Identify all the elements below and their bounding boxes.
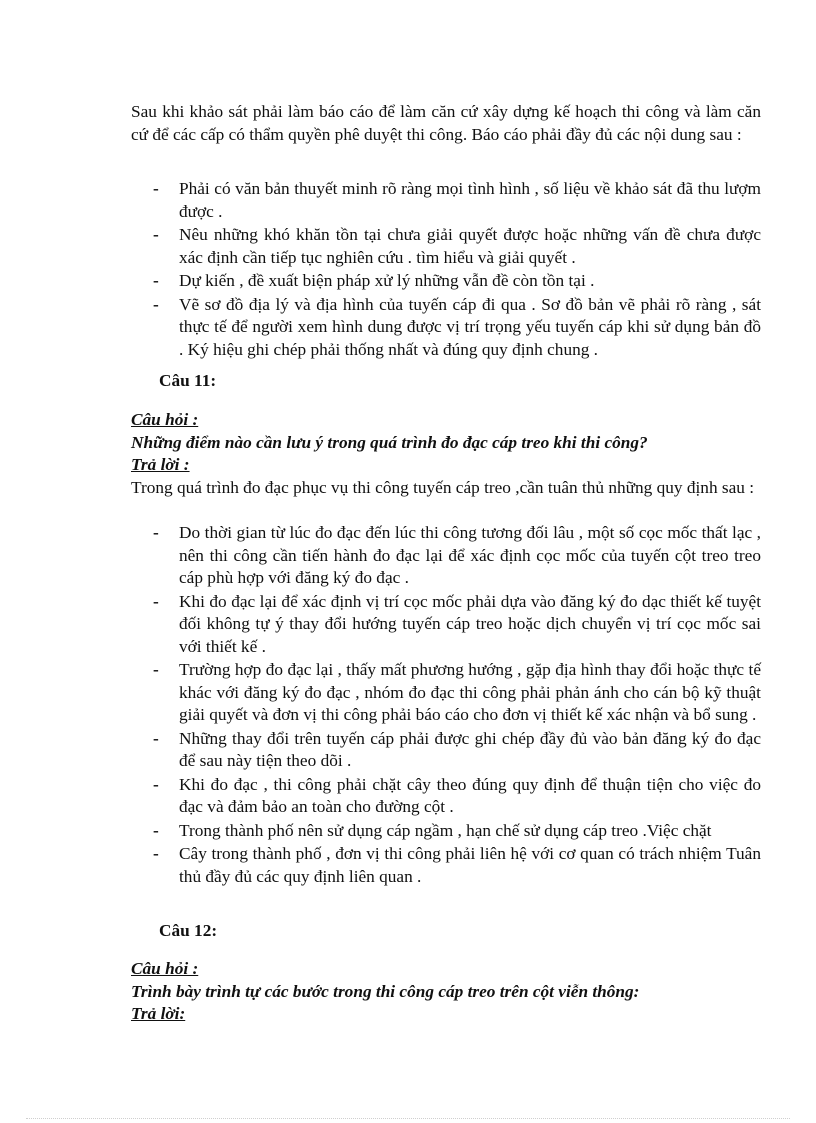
bullet-dash: - <box>153 294 159 314</box>
list-item: - Những thay đổi trên tuyến cáp phải được ghi chép đầy đủ vào bản đăng ký đo đạc để sau này tiện theo dõi . <box>153 728 761 770</box>
question-label: Câu hỏi : <box>131 959 199 978</box>
list-item: - Cây trong thành phố , đơn vị thi công phải liên hệ với cơ quan có trách nhiệm Tuân thủ đầy đủ các quy định liên quan . <box>153 844 761 886</box>
intro-paragraph: Sau khi khảo sát phải làm báo cáo để làm căn cứ xây dựng kế hoạch thi công và làm căn cứ để các cấp có thẩm quyền phê duyệt thi công. Báo cáo phải đầy đủ các nội dung sau : <box>131 102 761 144</box>
list-item: - Dự kiến , đề xuất biện pháp xử lý những vẫn đề còn tồn tại . <box>131 270 761 293</box>
page-bottom-divider <box>26 1118 790 1119</box>
bullet-dash: - <box>153 660 159 679</box>
question-text: Trình bày trình tự các bước trong thi công cáp treo trên cột viễn thông: <box>131 981 640 1001</box>
list-item: - Khi đo đạc , thi công phải chặt cây theo đúng quy định để thuận tiện cho việc đo đạc và đảm bảo an toàn cho đường cột . <box>153 774 761 816</box>
bullet-dash: - <box>153 179 159 198</box>
list-item: - Khi đo đạc lại để xác định vị trí cọc mốc phải dựa vào đăng ký đo dạc thiết kế tuyệt đối không tự ý thay đổi hướng tuyến cáp treo hoặc dịch chuyển vị trí cọc mốc sai với thiết kế . <box>153 591 761 656</box>
survey-rules-list <box>131 522 761 889</box>
list-item: - Phải có văn bản thuyết minh rõ ràng mọi tình hình , số liệu về khảo sát đã thu lượm được . <box>153 179 761 221</box>
question-11-block <box>131 409 771 477</box>
bullet-dash: - <box>153 820 159 840</box>
bullet-dash: - <box>153 271 159 290</box>
question-11-heading: Câu 11: <box>159 371 217 390</box>
question-12-block <box>131 958 771 1026</box>
question-12-heading: Câu 12: <box>159 921 218 940</box>
answer-label: Trả lời : <box>131 455 190 474</box>
list-item: - Nêu những khó khăn tồn tại chưa giải quyết được hoặc những vấn đề chưa được xác định cần tiếp tục nghiên cứu . tìm hiểu và giải quyết . <box>153 225 761 267</box>
bullet-dash: - <box>153 774 159 794</box>
list-item: - Do thời gian từ lúc đo đạc đến lúc thi công tương đối lâu , một số cọc mốc thất lạc , nên thi công cần tiến hành đo đạc lại để xác định cọc mốc của tuyến cột treo treo cáp phù hợp với đăng ký đo đạc . <box>153 523 761 587</box>
report-requirements-list <box>131 178 761 362</box>
bullet-dash: - <box>153 225 159 244</box>
bullet-dash: - <box>153 591 159 611</box>
bullet-dash: - <box>153 728 159 748</box>
list-item: - Trong thành phố nên sử dụng cáp ngầm , hạn chế sử dụng cáp treo .Việc chặt <box>131 820 761 843</box>
list-item: - Vẽ sơ đồ địa lý và địa hình của tuyến cáp đi qua . Sơ đồ bản vẽ phải rõ ràng , sát thực tế để người xem hình dung được vị trí trọng yếu tuyến cáp khi sử dụng bản đồ . Ký hiệu ghi chép phải thống nhất và đúng quy định chung . <box>153 294 761 359</box>
bullet-dash: - <box>153 844 159 863</box>
bullet-dash: - <box>153 523 159 542</box>
list-item: - Trường hợp đo đạc lại , thấy mất phương hướng , gặp địa hình thay đổi hoặc thực tế khác với đăng ký đo đạc , nhóm đo đạc thi công phải phản ánh cho cán bộ kỹ thuật giải quyết và đơn vị thi công phải báo cáo cho đơn vị thiết kế xác nhận và bổ sung . <box>153 660 761 724</box>
answer-label: Trả lời: <box>131 1004 186 1023</box>
answer-intro: Trong quá trình đo đạc phục vụ thi công tuyến cáp treo ,cần tuân thủ những quy định sau : <box>131 478 755 497</box>
question-label: Câu hỏi : <box>131 410 199 429</box>
question-text: Những điểm nào cần lưu ý trong quá trình đo đạc cáp treo khi thi công? <box>131 432 648 452</box>
